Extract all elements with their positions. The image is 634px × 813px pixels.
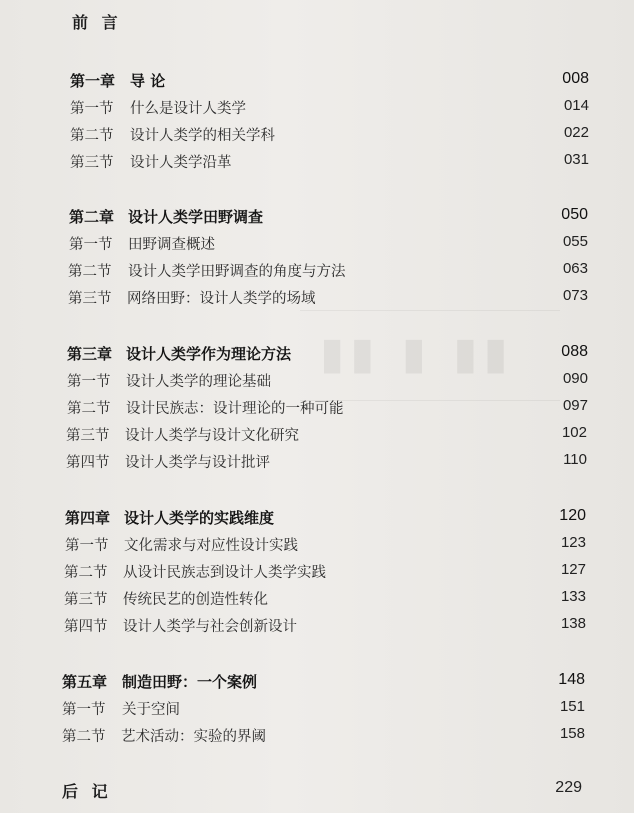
section-number: 第三节 bbox=[68, 291, 112, 307]
toc-section[interactable] bbox=[0, 151, 634, 175]
section-title: 设计人类学的理论基础 bbox=[126, 374, 271, 390]
afterword-title: 后 记 bbox=[62, 782, 112, 801]
section-page: 138 bbox=[560, 615, 586, 632]
chapter-page: 050 bbox=[561, 206, 588, 223]
section-page: 063 bbox=[562, 260, 588, 277]
preface-title: 前 言 bbox=[72, 13, 122, 32]
section-title: 文化需求与对应性设计实践 bbox=[124, 538, 298, 554]
section-title: 什么是设计人类学 bbox=[130, 101, 246, 117]
section-page: 014 bbox=[563, 97, 589, 114]
toc-chapter-2[interactable] bbox=[0, 206, 634, 230]
section-page: 090 bbox=[562, 370, 588, 387]
section-title: 从设计民族志到设计人类学实践 bbox=[123, 565, 326, 581]
section-title: 网络田野：设计人类学的场域 bbox=[127, 291, 316, 307]
section-number: 第二节 bbox=[67, 401, 111, 417]
chapter-page: 008 bbox=[562, 70, 589, 87]
toc-section[interactable] bbox=[0, 588, 634, 612]
toc-section[interactable] bbox=[0, 233, 634, 257]
toc-chapter-3[interactable] bbox=[0, 343, 634, 367]
section-title: 设计人类学田野调查的角度与方法 bbox=[128, 264, 346, 280]
chapter-title: 制造田野：一个案例 bbox=[122, 673, 258, 691]
toc-section[interactable] bbox=[0, 260, 634, 284]
section-number: 第一节 bbox=[65, 538, 109, 554]
toc-chapter-1[interactable] bbox=[0, 70, 634, 94]
section-number: 第三节 bbox=[64, 592, 108, 608]
section-title: 设计人类学与设计文化研究 bbox=[125, 428, 299, 444]
section-page: 151 bbox=[559, 698, 585, 715]
section-title: 关于空间 bbox=[122, 702, 180, 718]
show-through-heading: ▮▮ ▮ ▮▮ bbox=[320, 328, 514, 379]
section-number: 第三节 bbox=[66, 428, 110, 444]
section-title: 设计人类学沿革 bbox=[130, 155, 232, 171]
section-page: 133 bbox=[560, 588, 586, 605]
toc-afterword[interactable] bbox=[0, 779, 634, 803]
section-number: 第二节 bbox=[62, 729, 106, 745]
chapter-title: 设计人类学作为理论方法 bbox=[126, 345, 292, 363]
section-title: 田野调查概述 bbox=[128, 237, 215, 253]
chapter-number: 第五章 bbox=[62, 673, 108, 691]
section-title: 传统民艺的创造性转化 bbox=[123, 592, 268, 608]
section-number: 第二节 bbox=[70, 128, 114, 144]
toc-section[interactable] bbox=[0, 534, 634, 558]
afterword-page: 229 bbox=[555, 779, 582, 796]
section-page: 022 bbox=[563, 124, 589, 141]
chapter-title: 导 论 bbox=[130, 72, 166, 90]
section-page: 097 bbox=[562, 397, 588, 414]
toc-section[interactable] bbox=[0, 424, 634, 448]
toc-section[interactable] bbox=[0, 97, 634, 121]
section-number: 第一节 bbox=[62, 702, 106, 718]
section-page: 158 bbox=[559, 725, 585, 742]
toc-section[interactable] bbox=[0, 370, 634, 394]
chapter-number: 第四章 bbox=[65, 509, 111, 527]
toc-section[interactable] bbox=[0, 698, 634, 722]
chapter-page: 120 bbox=[559, 507, 586, 524]
section-title: 设计民族志：设计理论的一种可能 bbox=[126, 401, 344, 417]
toc-section[interactable] bbox=[0, 124, 634, 148]
section-number: 第一节 bbox=[70, 101, 114, 117]
chapter-title: 设计人类学的实践维度 bbox=[124, 509, 275, 527]
toc-section[interactable] bbox=[0, 561, 634, 585]
section-page: 123 bbox=[560, 534, 586, 551]
toc-section[interactable] bbox=[0, 287, 634, 311]
section-number: 第二节 bbox=[64, 565, 108, 581]
section-number: 第一节 bbox=[69, 237, 113, 253]
chapter-number: 第二章 bbox=[69, 208, 115, 226]
chapter-number: 第一章 bbox=[70, 72, 116, 90]
toc-section[interactable] bbox=[0, 397, 634, 421]
section-page: 110 bbox=[563, 451, 587, 468]
chapter-page: 148 bbox=[558, 671, 585, 688]
section-number: 第一节 bbox=[67, 374, 111, 390]
section-number: 第二节 bbox=[68, 264, 112, 280]
toc-preface[interactable] bbox=[0, 10, 634, 34]
section-title: 设计人类学与社会创新设计 bbox=[123, 619, 297, 635]
section-number: 第三节 bbox=[70, 155, 114, 171]
section-page: 055 bbox=[562, 233, 588, 250]
chapter-number: 第三章 bbox=[67, 345, 113, 363]
toc-chapter-4[interactable] bbox=[0, 507, 634, 531]
section-title: 设计人类学与设计批评 bbox=[125, 455, 270, 471]
section-number: 第四节 bbox=[64, 619, 108, 635]
chapter-page: 088 bbox=[561, 343, 588, 360]
toc-section[interactable] bbox=[0, 615, 634, 639]
chapter-title: 设计人类学田野调查 bbox=[128, 208, 264, 226]
section-title: 艺术活动：实验的界阈 bbox=[121, 729, 266, 745]
toc-chapter-5[interactable] bbox=[0, 671, 634, 695]
section-number: 第四节 bbox=[66, 455, 110, 471]
section-page: 102 bbox=[561, 424, 587, 441]
toc-section[interactable] bbox=[0, 451, 634, 475]
section-page: 031 bbox=[563, 151, 589, 168]
section-title: 设计人类学的相关学科 bbox=[130, 128, 275, 144]
section-page: 127 bbox=[560, 561, 586, 578]
toc-section[interactable] bbox=[0, 725, 634, 749]
section-page: 073 bbox=[562, 287, 588, 304]
